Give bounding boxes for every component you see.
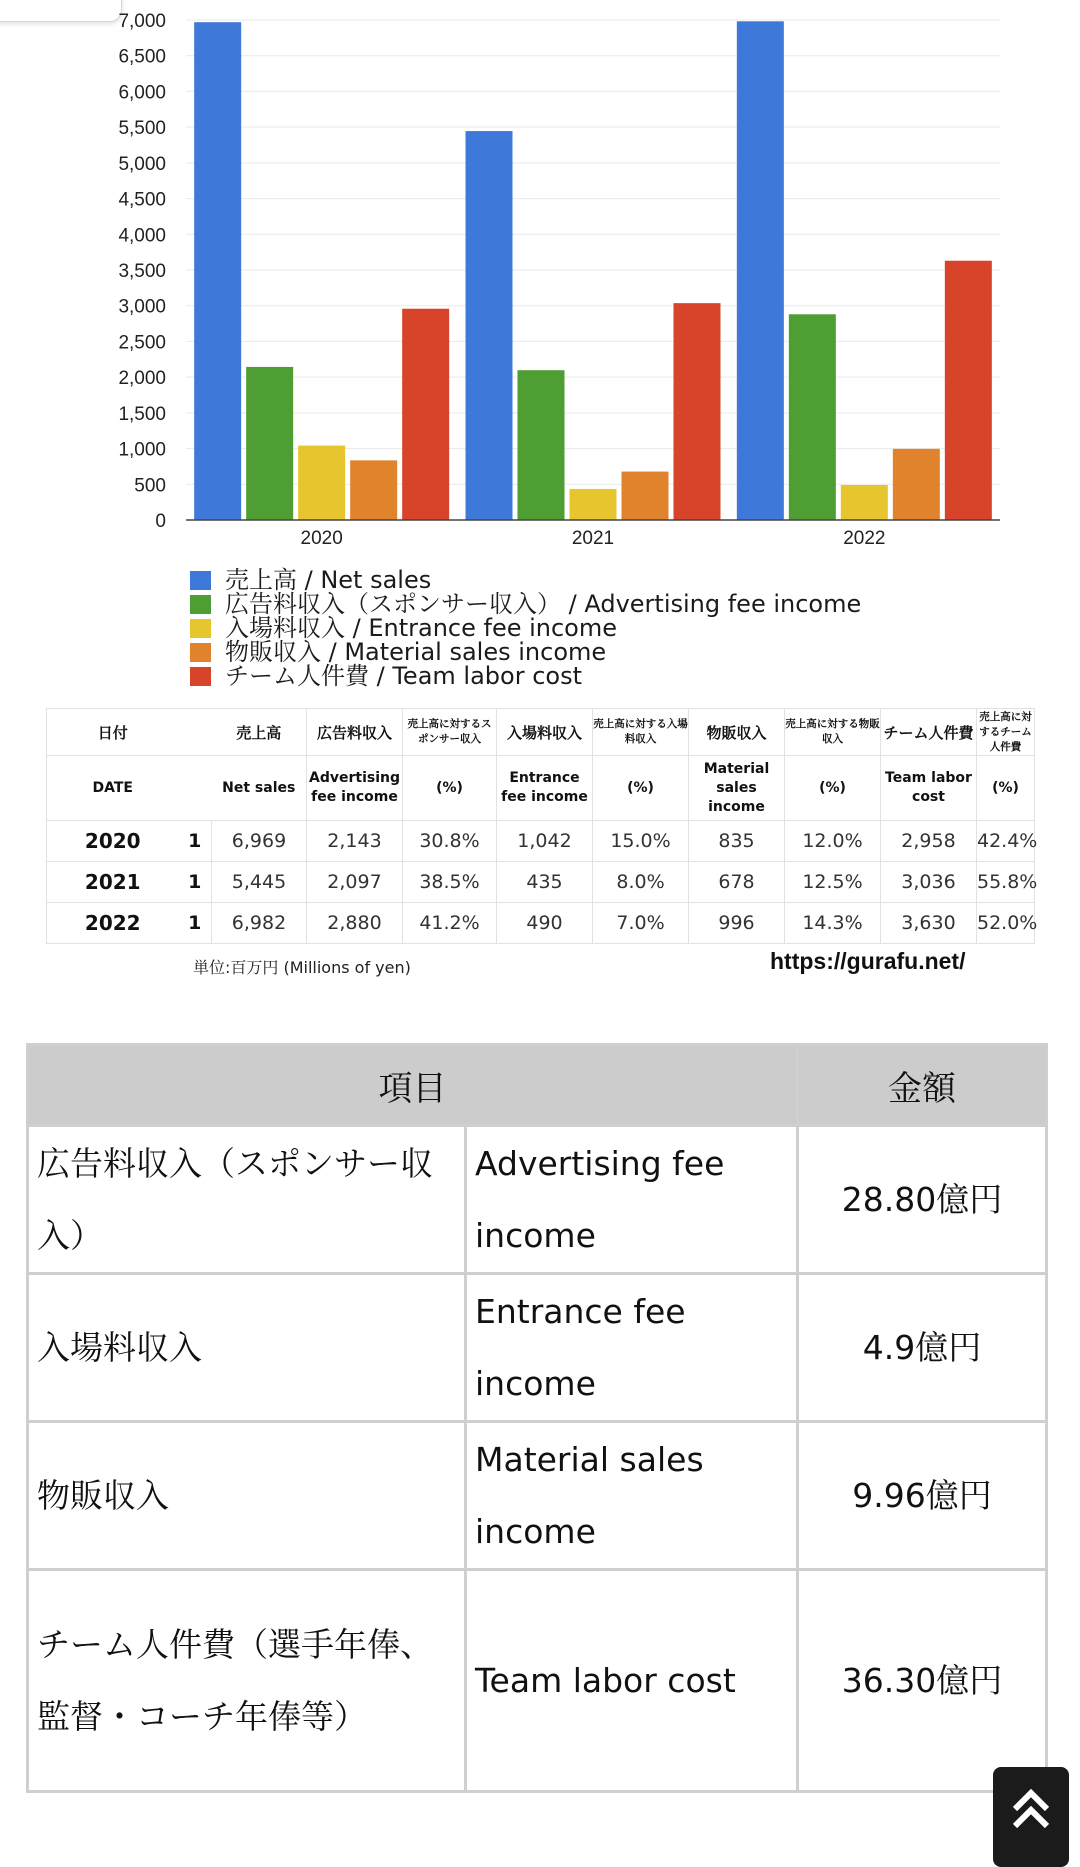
header-material-ratio-ja: 売上高に対する物販収入 xyxy=(785,709,881,756)
y-axis-ticks xyxy=(118,11,166,532)
bar-2021-series-4 xyxy=(622,472,669,520)
bar-2021-series-5 xyxy=(674,303,721,520)
item-name-en: Advertising fee income xyxy=(466,1126,798,1274)
scroll-to-top-button[interactable] xyxy=(993,1767,1069,1867)
cell-entrance-ratio: 8.0% xyxy=(593,862,689,903)
cell-year: 2020 xyxy=(47,821,179,862)
summary-header-row xyxy=(28,1045,1047,1126)
header-labor-ja: チーム人件費 xyxy=(881,709,977,756)
header-material-ratio-en: (%) xyxy=(785,756,881,821)
bar-2022-series-3 xyxy=(841,485,888,520)
legend-label: 物販収入 / Material sales income xyxy=(225,638,607,666)
cell-entrance: 1,042 xyxy=(497,821,593,862)
header-sponsor-ratio-en: (%) xyxy=(403,756,497,821)
table-header-row-ja xyxy=(47,709,1035,756)
unit-note: 単位:百万円 (Millions of yen) xyxy=(193,958,411,977)
x-tick-label: 2021 xyxy=(571,528,615,549)
cell-labor-ratio: 55.8% xyxy=(977,862,1035,903)
chart-bars xyxy=(194,21,992,520)
header-labor-ratio-en: (%) xyxy=(977,756,1035,821)
double-chevron-up-icon xyxy=(1006,1782,1056,1832)
item-name-en: Team labor cost xyxy=(466,1570,798,1792)
cell-labor-ratio: 42.4% xyxy=(977,821,1035,862)
summary-row xyxy=(28,1422,1047,1570)
x-tick-label: 2022 xyxy=(843,528,886,549)
y-tick-label: 4,500 xyxy=(118,189,166,211)
header-spacer xyxy=(179,756,212,821)
bar-2021-series-1 xyxy=(466,131,513,520)
item-name-en: Entrance fee income xyxy=(466,1274,798,1422)
legend-item xyxy=(190,568,861,592)
bar-2020-series-1 xyxy=(194,22,241,520)
item-amount: 36.30億円 xyxy=(798,1570,1047,1792)
cell-entrance: 435 xyxy=(497,862,593,903)
bar-2020-series-5 xyxy=(402,309,449,520)
legend-label: チーム人件費 / Team labor cost xyxy=(225,662,582,690)
legend-swatch xyxy=(190,619,211,638)
header-advertising-en: Advertising fee income xyxy=(307,756,403,821)
cell-net-sales: 6,982 xyxy=(212,903,307,944)
y-tick-label: 6,000 xyxy=(118,82,166,104)
summary-row xyxy=(28,1126,1047,1274)
cell-labor: 2,958 xyxy=(881,821,977,862)
table-row xyxy=(47,862,1035,903)
revenue-bar-chart xyxy=(0,0,1080,560)
header-amount: 金額 xyxy=(798,1045,1047,1126)
legend-label: 広告料収入（スポンサー収入） / Advertising fee income xyxy=(225,590,862,618)
header-labor-en: Team labor cost xyxy=(881,756,977,821)
cell-material: 678 xyxy=(689,862,785,903)
cell-advertising: 2,880 xyxy=(307,903,403,944)
item-name-ja: 入場料収入 xyxy=(28,1274,466,1422)
header-sponsor-ratio-ja: 売上高に対するスポンサー収入 xyxy=(403,709,497,756)
item-amount: 9.96億円 xyxy=(798,1422,1047,1570)
cell-labor: 3,630 xyxy=(881,903,977,944)
summary-row xyxy=(28,1570,1047,1792)
cell-material-ratio: 12.5% xyxy=(785,862,881,903)
header-entrance-en: Entrance fee income xyxy=(497,756,593,821)
cell-entrance: 490 xyxy=(497,903,593,944)
x-axis-ticks xyxy=(301,528,886,549)
bar-2021-series-3 xyxy=(570,489,617,520)
y-tick-label: 7,000 xyxy=(118,11,166,32)
legend-item xyxy=(190,664,861,688)
y-tick-label: 1,500 xyxy=(118,403,166,425)
bar-2022-series-5 xyxy=(945,261,992,520)
header-entrance-ratio-ja: 売上高に対する入場料収入 xyxy=(593,709,689,756)
legend-item xyxy=(190,592,861,616)
cell-count: 1 xyxy=(179,862,212,903)
y-tick-label: 500 xyxy=(134,475,166,497)
y-tick-label: 3,000 xyxy=(118,296,166,318)
table-row xyxy=(47,821,1035,862)
cell-material: 996 xyxy=(689,903,785,944)
header-labor-ratio-ja: 売上高に対するチーム人件費 xyxy=(977,709,1035,756)
item-name-ja: 物販収入 xyxy=(28,1422,466,1570)
item-name-ja: チーム人件費（選手年俸、監督・コーチ年俸等） xyxy=(28,1570,466,1792)
table-row xyxy=(47,903,1035,944)
legend-swatch xyxy=(190,643,211,662)
legend-swatch xyxy=(190,667,211,686)
header-spacer xyxy=(179,709,212,756)
y-tick-label: 2,500 xyxy=(118,332,166,354)
cell-net-sales: 5,445 xyxy=(212,862,307,903)
item-name-en: Material sales income xyxy=(466,1422,798,1570)
legend-item xyxy=(190,616,861,640)
y-tick-label: 2,000 xyxy=(118,368,166,390)
cell-entrance-ratio: 15.0% xyxy=(593,821,689,862)
header-item: 項目 xyxy=(28,1045,798,1126)
header-material-en: Material sales income xyxy=(689,756,785,821)
x-tick-label: 2020 xyxy=(300,528,343,549)
cell-labor-ratio: 52.0% xyxy=(977,903,1035,944)
cell-entrance-ratio: 7.0% xyxy=(593,903,689,944)
y-tick-label: 1,000 xyxy=(118,439,166,461)
item-amount: 28.80億円 xyxy=(798,1126,1047,1274)
y-tick-label: 3,500 xyxy=(118,261,166,282)
cell-advertising: 2,097 xyxy=(307,862,403,903)
header-material-ja: 物販収入 xyxy=(689,709,785,756)
cell-material-ratio: 12.0% xyxy=(785,821,881,862)
y-tick-label: 0 xyxy=(155,511,166,532)
legend-label: 入場料収入 / Entrance fee income xyxy=(225,614,618,642)
table-header-row-en xyxy=(47,756,1035,821)
cell-sponsor-ratio: 41.2% xyxy=(403,903,497,944)
y-tick-label: 6,500 xyxy=(118,46,166,68)
y-tick-label: 4,000 xyxy=(118,225,166,247)
chart-gridlines xyxy=(186,20,1000,484)
bar-2022-series-1 xyxy=(737,21,784,520)
cell-material: 835 xyxy=(689,821,785,862)
y-tick-label: 5,500 xyxy=(118,118,166,140)
cell-advertising: 2,143 xyxy=(307,821,403,862)
source-link[interactable]: https://gurafu.net/ xyxy=(770,948,966,974)
y-tick-label: 5,000 xyxy=(118,153,166,175)
item-name-ja: 広告料収入（スポンサー収入） xyxy=(28,1126,466,1274)
chart-legend xyxy=(190,568,861,688)
financial-data-table xyxy=(46,708,1038,944)
header-entrance-ratio-en: (%) xyxy=(593,756,689,821)
item-amount: 4.9億円 xyxy=(798,1274,1047,1422)
bar-2020-series-2 xyxy=(246,367,293,520)
summary-row xyxy=(28,1274,1047,1422)
legend-label: 売上高 / Net sales xyxy=(225,566,432,594)
legend-item xyxy=(190,640,861,664)
header-net-sales-ja: 売上高 xyxy=(212,709,307,756)
cell-year: 2021 xyxy=(47,862,179,903)
header-net-sales-en: Net sales xyxy=(212,756,307,821)
cell-count: 1 xyxy=(179,903,212,944)
revenue-summary-table xyxy=(26,1043,1048,1793)
legend-swatch xyxy=(190,571,211,590)
cell-labor: 3,036 xyxy=(881,862,977,903)
cell-material-ratio: 14.3% xyxy=(785,903,881,944)
cell-year: 2022 xyxy=(47,903,179,944)
bar-2022-series-2 xyxy=(789,314,836,520)
header-advertising-ja: 広告料収入 xyxy=(307,709,403,756)
legend-swatch xyxy=(190,595,211,614)
bar-2020-series-3 xyxy=(298,446,345,520)
header-date-ja: 日付 xyxy=(47,709,179,756)
header-entrance-ja: 入場料収入 xyxy=(497,709,593,756)
cell-count: 1 xyxy=(179,821,212,862)
bar-2020-series-4 xyxy=(350,460,397,520)
cell-sponsor-ratio: 30.8% xyxy=(403,821,497,862)
bar-2021-series-2 xyxy=(518,370,565,520)
header-date-en: DATE xyxy=(47,756,179,821)
bar-2022-series-4 xyxy=(893,449,940,520)
cell-net-sales: 6,969 xyxy=(212,821,307,862)
cell-sponsor-ratio: 38.5% xyxy=(403,862,497,903)
